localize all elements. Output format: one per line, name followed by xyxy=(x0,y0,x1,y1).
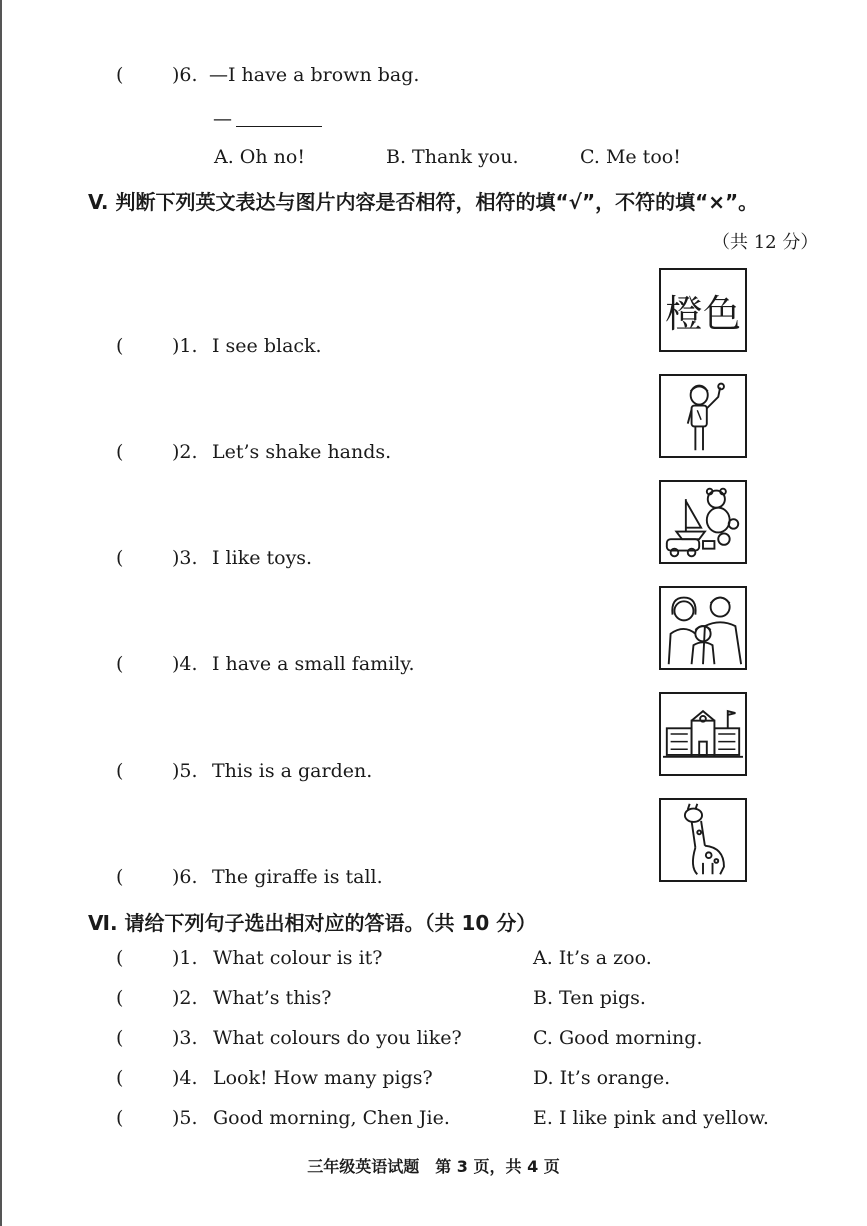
question-text: Good morning, Chen Jie. xyxy=(213,1107,450,1129)
giraffe-icon xyxy=(659,798,747,882)
item-text: The giraffe is tall. xyxy=(212,866,383,888)
item-text: Let’s shake hands. xyxy=(212,441,392,463)
family-portrait-icon xyxy=(659,586,747,670)
item-text: I see black. xyxy=(212,335,322,357)
option-a: A. Oh no! xyxy=(214,146,305,168)
answer-paren-open: ( xyxy=(116,987,124,1009)
item-text: This is a garden. xyxy=(212,760,373,782)
question-number: )5. xyxy=(172,1107,198,1129)
question-number: )6. xyxy=(172,64,198,86)
school-building-icon xyxy=(659,692,747,776)
question-text: What colour is it? xyxy=(213,947,383,969)
question-number: )2. xyxy=(172,987,198,1009)
item-text: I have a small family. xyxy=(212,653,415,675)
answer-paren-open: ( xyxy=(116,1067,124,1089)
answer-paren-open: ( xyxy=(116,64,124,86)
boy-waving-icon xyxy=(659,374,747,458)
answer-option: D. It’s orange. xyxy=(533,1067,671,1089)
answer-paren-open: ( xyxy=(116,441,124,463)
answer-paren-open: ( xyxy=(116,760,124,782)
item-number: )4. xyxy=(172,653,198,675)
answer-option: A. It’s a zoo. xyxy=(533,947,652,969)
answer-paren-open: ( xyxy=(116,1027,124,1049)
answer-option: C. Good morning. xyxy=(533,1027,703,1049)
item-text: I like toys. xyxy=(212,547,313,569)
answer-option: E. I like pink and yellow. xyxy=(533,1107,769,1129)
section5-score: （共 12 分） xyxy=(712,232,819,253)
question-text: What’s this? xyxy=(213,987,332,1009)
answer-option: B. Ten pigs. xyxy=(533,987,646,1009)
picture-caption: 橙色 xyxy=(664,291,741,336)
question-text: What colours do you like? xyxy=(213,1027,462,1049)
answer-paren-open: ( xyxy=(116,653,124,675)
answer-paren-open: ( xyxy=(116,335,124,357)
question-text: Look! How many pigs? xyxy=(213,1067,433,1089)
toys-bear-boat-car-icon xyxy=(659,480,747,564)
reply-dash: — xyxy=(213,108,232,130)
option-c: C. Me too! xyxy=(580,146,681,168)
reply-blank-line[interactable] xyxy=(236,126,322,127)
item-number: )6. xyxy=(172,866,198,888)
orange-chinese-characters-card xyxy=(659,268,747,352)
item-number: )3. xyxy=(172,547,198,569)
page-edge xyxy=(0,0,2,1226)
option-b: B. Thank you. xyxy=(386,146,519,168)
item-number: )5. xyxy=(172,760,198,782)
page-footer: 三年级英语试题 第 3 页，共 4 页 xyxy=(307,1157,560,1176)
question-number: )3. xyxy=(172,1027,198,1049)
section6-title: Ⅵ. 请给下列句子选出相对应的答语。（共 10 分） xyxy=(88,911,537,935)
question-text: —I have a brown bag. xyxy=(209,64,420,86)
answer-paren-open: ( xyxy=(116,1107,124,1129)
item-number: )2. xyxy=(172,441,198,463)
answer-paren-open: ( xyxy=(116,547,124,569)
question-number: )4. xyxy=(172,1067,198,1089)
section5-title: V. 判断下列英文表达与图片内容是否相符，相符的填“√”，不符的填“×”。 xyxy=(88,190,759,214)
answer-paren-open: ( xyxy=(116,947,124,969)
question-number: )1. xyxy=(172,947,198,969)
item-number: )1. xyxy=(172,335,198,357)
answer-paren-open: ( xyxy=(116,866,124,888)
